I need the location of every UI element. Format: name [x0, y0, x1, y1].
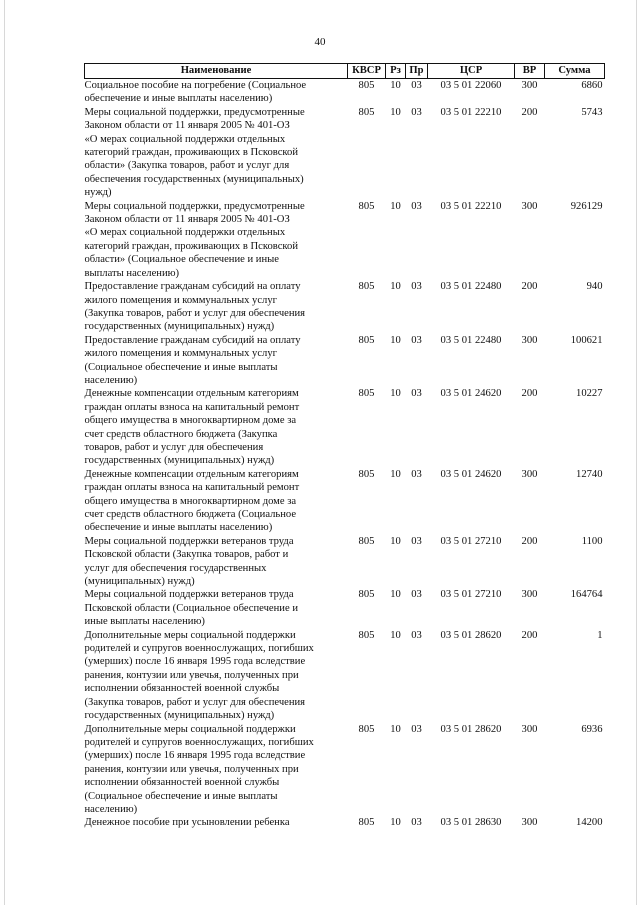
cell-vr: 200: [521, 629, 538, 641]
header-sum: Сумма: [545, 64, 605, 79]
cell-csr: 03 5 01 22060: [440, 80, 502, 91]
cell-csr: 03 5 01 22210: [440, 200, 502, 212]
cell-rz: 10: [390, 629, 401, 641]
cell-name: [85, 629, 348, 723]
name-line: Предоставление гражданам субсидий на оплату: [84, 334, 301, 346]
header-kvsr: КВСР: [348, 64, 386, 79]
table-row: [85, 468, 605, 535]
name-line: обеспечения государственных (муниципальных): [84, 173, 304, 185]
name-line: (умерших) после 16 января 1995 года вследствие: [84, 656, 306, 668]
name-line: Меры социальной поддержки, предусмотренные: [84, 200, 305, 212]
name-line: государственных (муниципальных) нужд): [84, 455, 275, 467]
name-line: Денежные компенсации отдельным категориям: [84, 468, 299, 480]
cell-csr: 03 5 01 28630: [440, 817, 502, 829]
cell-csr: 03 5 01 22480: [440, 281, 502, 293]
name-line: государственных (муниципальных) нужд): [84, 710, 275, 722]
name-line: (Закупка товаров, работ и услуг для обеспечения: [84, 696, 306, 708]
cell-kvsr: 805: [358, 535, 375, 547]
name-line: родителей и супругов военнослужащих, погибших: [84, 643, 314, 655]
name-line: Меры социальной поддержки, предусмотренные: [84, 106, 305, 118]
name-line: иные выплаты населению): [84, 616, 205, 628]
cell-kvsr: 805: [358, 468, 375, 480]
name-line: (Социальное обеспечение и иные выплаты: [84, 790, 278, 802]
cell-kvsr: 805: [358, 281, 375, 293]
name-line: «О мерах социальной поддержки отдельных: [84, 227, 286, 239]
cell-name: [85, 280, 348, 334]
cell-rz: 10: [390, 334, 401, 346]
cell-kvsr: 805: [358, 589, 375, 601]
name-line: граждан оплаты взноса на капитальный ремонт: [84, 482, 300, 494]
name-line: Денежные компенсации отдельным категориям: [84, 388, 299, 400]
name-line: Предоставление гражданам субсидий на оплату: [84, 281, 301, 293]
cell-pr: 03: [411, 589, 422, 601]
name-line: обеспечение и иные выплаты населению): [84, 93, 273, 105]
name-line: услуг для обеспечения государственных: [84, 562, 267, 574]
cell-sum: 14200: [576, 817, 603, 829]
cell-rz: 10: [390, 388, 401, 400]
cell-sum: 100621: [570, 334, 603, 346]
cell-pr: 03: [411, 629, 422, 641]
name-line: родителей и супругов военнослужащих, погибших: [84, 736, 314, 748]
name-line: товаров, работ и услуг для обеспечения: [84, 441, 264, 453]
cell-vr: 300: [521, 200, 538, 212]
name-line: (муниципальных) нужд): [84, 576, 195, 588]
cell-sum: 10227: [576, 388, 603, 400]
cell-name: [85, 468, 348, 535]
name-line: Денежное пособие при усыновлении ребенка: [84, 817, 290, 829]
name-line: исполнении обязанностей военной службы: [84, 683, 280, 695]
budget-table: [84, 63, 605, 830]
cell-csr: 03 5 01 24620: [440, 468, 502, 480]
name-line: исполнении обязанностей военной службы: [84, 777, 280, 789]
cell-csr: 03 5 01 22480: [440, 334, 502, 346]
header-name: Наименование: [85, 64, 348, 79]
table-row: [85, 200, 605, 280]
cell-rz: 10: [390, 723, 401, 735]
name-line: Законом области от 11 января 2005 № 401-ОЗ: [84, 214, 290, 226]
table-row: [85, 535, 605, 589]
name-line: (Закупка товаров, работ и услуг для обеспечения: [84, 307, 306, 319]
header-csr: ЦСР: [428, 64, 515, 79]
cell-pr: 03: [411, 281, 422, 293]
table-row: [85, 588, 605, 628]
cell-sum: 940: [586, 281, 603, 293]
cell-vr: 300: [521, 589, 538, 601]
cell-kvsr: 805: [358, 106, 375, 118]
cell-name: [85, 588, 348, 628]
name-line: Законом области от 11 января 2005 № 401-ОЗ: [84, 120, 290, 132]
cell-name: [85, 106, 348, 200]
cell-pr: 03: [411, 468, 422, 480]
cell-rz: 10: [390, 80, 401, 91]
name-line: обеспечение и иные выплаты населению): [84, 522, 273, 534]
name-line: ранения, контузии или увечья, полученных при: [84, 763, 299, 775]
name-line: Меры социальной поддержки ветеранов труда: [84, 589, 294, 601]
name-line: нужд): [84, 187, 112, 199]
cell-pr: 03: [411, 334, 422, 346]
cell-sum: 164764: [570, 589, 603, 601]
cell-rz: 10: [390, 589, 401, 601]
cell-csr: 03 5 01 22210: [440, 106, 502, 118]
cell-kvsr: 805: [358, 388, 375, 400]
table-row: [85, 106, 605, 200]
table-row: [85, 387, 605, 467]
cell-name: [85, 387, 348, 467]
table-row: [85, 723, 605, 817]
cell-vr: 300: [521, 334, 538, 346]
name-line: Дополнительные меры социальной поддержки: [84, 629, 296, 641]
cell-vr: 200: [521, 535, 538, 547]
cell-sum: 5743: [581, 106, 603, 118]
cell-sum: 926129: [570, 200, 603, 212]
table-row: [85, 816, 605, 829]
cell-pr: 03: [411, 535, 422, 547]
cell-rz: 10: [390, 468, 401, 480]
cell-kvsr: 805: [358, 200, 375, 212]
cell-kvsr: 805: [358, 334, 375, 346]
cell-name: [85, 723, 348, 817]
name-line: Меры социальной поддержки ветеранов труда: [84, 535, 294, 547]
cell-kvsr: 805: [358, 629, 375, 641]
cell-sum: 12740: [576, 468, 603, 480]
cell-csr: 03 5 01 24620: [440, 388, 502, 400]
table-row: [85, 334, 605, 388]
name-line: общего имущества в многоквартирном доме за: [84, 415, 297, 427]
name-line: общего имущества в многоквартирном доме за: [84, 495, 297, 507]
cell-pr: 03: [411, 388, 422, 400]
name-line: ранения, контузии или увечья, полученных при: [84, 669, 299, 681]
cell-vr: 200: [521, 281, 538, 293]
table-row: [85, 629, 605, 723]
cell-sum: 6860: [581, 80, 603, 91]
cell-csr: 03 5 01 27210: [440, 589, 502, 601]
cell-kvsr: 805: [358, 817, 375, 829]
cell-vr: 300: [521, 817, 538, 829]
name-line: категорий граждан, проживающих в Псковской: [84, 240, 298, 252]
table-row: [85, 280, 605, 334]
name-line: категорий граждан, проживающих в Псковской: [84, 147, 298, 159]
page-number: 40: [314, 36, 326, 48]
table-header: [85, 64, 605, 79]
name-line: выплаты населению): [84, 267, 180, 279]
name-line: жилого помещения и коммунальных услуг: [84, 294, 277, 306]
cell-rz: 10: [390, 281, 401, 293]
name-line: жилого помещения и коммунальных услуг: [84, 348, 277, 360]
cell-vr: 300: [521, 80, 538, 91]
name-line: государственных (муниципальных) нужд): [84, 321, 275, 333]
cell-kvsr: 805: [358, 80, 375, 91]
name-line: «О мерах социальной поддержки отдельных: [84, 133, 286, 145]
cell-csr: 03 5 01 28620: [440, 723, 502, 735]
cell-pr: 03: [411, 817, 422, 829]
cell-name: [85, 535, 348, 589]
cell-name: [85, 816, 348, 829]
scan-right-edge: [636, 0, 637, 905]
name-line: населению): [84, 803, 138, 815]
table-row: [85, 79, 605, 106]
cell-pr: 03: [411, 723, 422, 735]
cell-name: [85, 200, 348, 280]
name-line: счет средств областного бюджета (Закупка: [84, 428, 278, 440]
cell-name: [85, 334, 348, 388]
cell-vr: 200: [521, 106, 538, 118]
cell-sum: 1100: [581, 535, 603, 547]
cell-rz: 10: [390, 817, 401, 829]
header-vr: ВР: [515, 64, 545, 79]
cell-rz: 10: [390, 535, 401, 547]
cell-kvsr: 805: [358, 723, 375, 735]
name-line: счет средств областного бюджета (Социальное: [84, 509, 297, 520]
cell-rz: 10: [390, 200, 401, 212]
name-line: населению): [84, 374, 138, 386]
cell-sum: 6936: [581, 723, 603, 735]
cell-vr: 200: [521, 388, 538, 400]
cell-vr: 300: [521, 468, 538, 480]
name-line: Псковской области (Социальное обеспечение и: [84, 602, 298, 614]
table-body: [85, 79, 605, 830]
name-line: Социальное пособие на погребение (Социальное: [84, 80, 307, 91]
name-line: (Социальное обеспечение и иные выплаты: [84, 361, 278, 373]
cell-name: [85, 79, 348, 106]
cell-pr: 03: [411, 80, 422, 91]
name-line: Дополнительные меры социальной поддержки: [84, 723, 296, 735]
name-line: области» (Закупка товаров, работ и услуг для: [84, 160, 290, 172]
cell-rz: 10: [390, 106, 401, 118]
cell-vr: 300: [521, 723, 538, 735]
name-line: граждан оплаты взноса на капитальный ремонт: [84, 401, 300, 413]
name-line: (умерших) после 16 января 1995 года вследствие: [84, 750, 306, 762]
cell-pr: 03: [411, 106, 422, 118]
cell-pr: 03: [411, 200, 422, 212]
scan-left-edge: [4, 0, 5, 905]
cell-csr: 03 5 01 27210: [440, 535, 502, 547]
cell-sum: 1: [597, 629, 603, 641]
name-line: Псковской области (Закупка товаров, работ и: [84, 549, 289, 561]
header-rz: Рз: [386, 64, 406, 79]
header-pr: Пр: [406, 64, 428, 79]
name-line: области» (Социальное обеспечение и иные: [84, 254, 279, 266]
cell-csr: 03 5 01 28620: [440, 629, 502, 641]
